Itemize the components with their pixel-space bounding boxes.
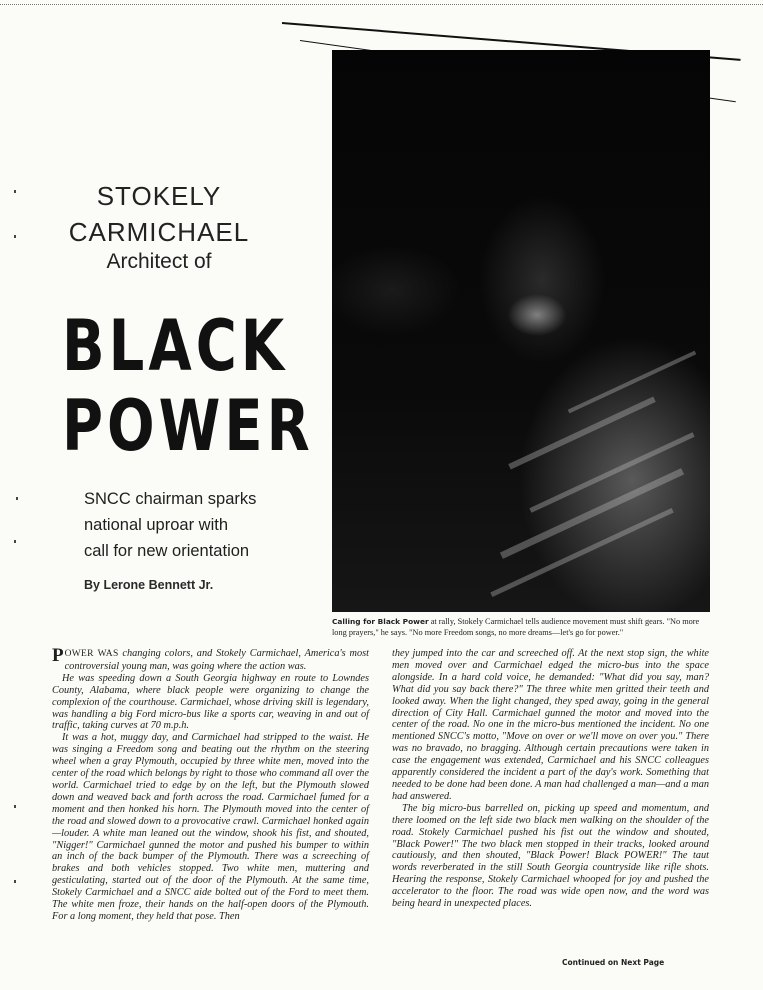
subheadline-line3: call for new orientation bbox=[84, 542, 250, 560]
body-paragraph: The big micro-bus barrelled on, picking up speed and momentum, and there loomed on the left side two black men walking on the shoulder of the road. Stokely Carmichael pushed his fist out the window and shouted, "Black Power!" The two black men stopped in their tracks, looked around cautiously, and then shouted, "Black Power! Black POWER!" The taut words reverberated in the still South Georgia countryside like rifle shots. Hearing the response, Stokely Carmichael whooped for joy and pushed the accelerator to the floor. The road was wide open now, and the word was being heard in unexpected places. bbox=[392, 802, 709, 910]
headline-architect: Architect of bbox=[106, 250, 212, 273]
margin-mark bbox=[14, 190, 16, 193]
body-column-left bbox=[52, 645, 370, 923]
body-column-right bbox=[392, 648, 709, 910]
body-text: changing colors, and Stokely Carmichael, America's most controversial young man, was going where the action was. bbox=[64, 648, 370, 672]
drop-cap: P bbox=[52, 645, 64, 666]
body-paragraph: It was a hot, muggy day, and Carmichael had stripped to the waist. He was singing a Freedom song and beating out the rhythm on the steering wheel when a gray Plymouth, occupied by three white men, moved into the center of the road which belongs by right to those who command all over the world. Carmichael tried to edge by on the left, but the Plymouth slowed down and weaved back and forth across the road. Carmichael fumed for a moment and then honked his horn. The Plymouth moved into the center of the road and slowed down to a provocative crawl. Carmichael honked again—louder. A white man leaned out the window, shook his fist, and shouted, "Nigger!" Carmichael gunned the motor and pushed his bumper to within an inch of the back bumper of the Plymouth. There was a screeching of brakes and both vehicles stopped. Two white men, muttering and gesticulating, started out of the door of the Plymouth. At the same time, Stokely Carmichael and a SNCC aide bolted out of the Ford to meet them. The white men froze, their hands on the half-open doors of the Plymouth. For a long moment, they held that pose. Then bbox=[52, 732, 369, 922]
lead-in: OWER WAS bbox=[64, 649, 119, 659]
body-paragraph: they jumped into the car and screeched off. At the next stop sign, the white men moved over and Carmichael edged the micro-bus into the space alongside. In a hard cold voice, he demanded: "What did you say, man? What did you say back there?" The three white men gritted their teeth and looked away. When the light changed, they sped away, going in the general direction of City Hall. Carmichael gunned the motor and moved into the center of the road. No one in the micro-bus mentioned the incident. No one mentioned SNCC's motto, "Move on over or we'll move on over you." There was no bravado, no bragging. Although certain precautions were taken in case the engagement was extended, Carmichael and his SNCC colleagues apparently considered the incident a part of the day's work. Something that needed to be done had been done. A man had challenged a man—and a man had answered. bbox=[392, 648, 709, 802]
margin-mark bbox=[16, 497, 18, 500]
caption-lead: Calling for Black Power bbox=[332, 617, 429, 626]
headline-name-line1: STOKELY bbox=[96, 181, 222, 211]
margin-mark bbox=[14, 540, 16, 543]
subheadline bbox=[84, 486, 304, 564]
byline: By Lerone Bennett Jr. bbox=[84, 578, 214, 592]
body-paragraph: He was speeding down a South Georgia highway en route to Lowndes County, Alabama, where black people were organizing to change the complexion of the courthouse. Carmichael, whose driving skill is legendary, was handling a big Ford micro-bus like a sports car, weaving in and out of traffic, taking curves at 70 m.p.h. bbox=[52, 672, 369, 732]
continued-notice: Continued on Next Page bbox=[562, 958, 665, 967]
margin-mark bbox=[14, 880, 16, 883]
subheadline-line1: SNCC chairman sparks bbox=[84, 490, 257, 508]
margin-mark bbox=[14, 805, 16, 808]
headline-name-line2: CARMICHAEL bbox=[68, 217, 250, 247]
carmichael-photo bbox=[332, 50, 710, 612]
body-paragraph bbox=[52, 645, 370, 673]
headline-black: BLACK bbox=[62, 305, 289, 387]
headline-power: POWER bbox=[62, 385, 314, 467]
caption-text: at rally, Stokely Carmichael tells audience movement must shift gears. "No more long prayers," he says. "No more Freedom songs, no more dreams—let's go for power." bbox=[332, 617, 700, 637]
margin-mark bbox=[14, 235, 16, 238]
headline-name bbox=[0, 178, 318, 250]
photo-caption bbox=[332, 616, 714, 638]
top-dotted-rule bbox=[0, 4, 763, 5]
subheadline-line2: national uproar with bbox=[84, 516, 229, 534]
